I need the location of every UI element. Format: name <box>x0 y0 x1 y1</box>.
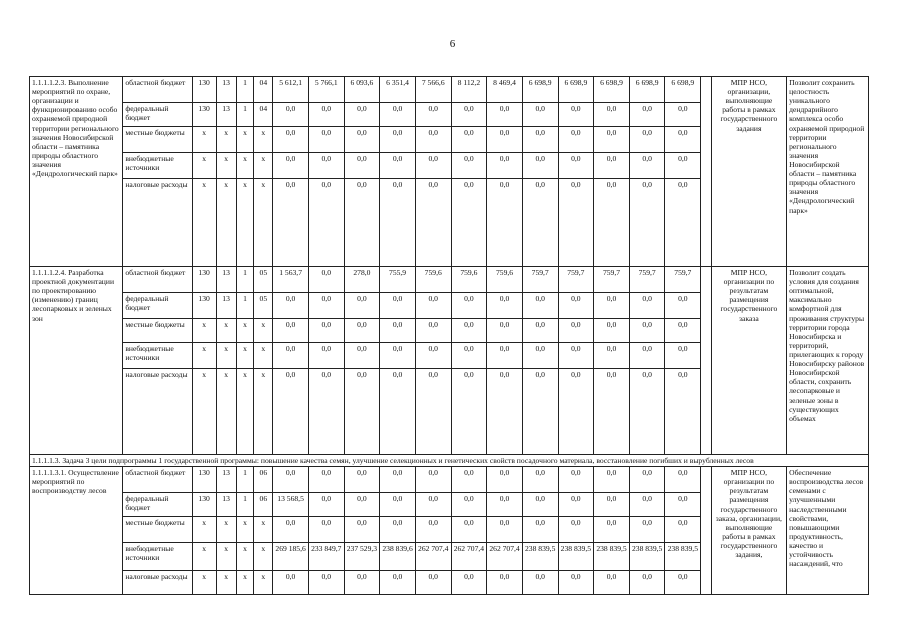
year-value: 0,0 <box>487 153 523 179</box>
year-value: 0,0 <box>308 103 344 127</box>
budget-code: x <box>192 369 216 455</box>
year-value: 0,0 <box>522 179 558 267</box>
year-value: 238 839,5 <box>522 543 558 571</box>
measure-description: 1.1.1.1.2.3. Выполнение мероприятий по охране, организации и функционированию особо охраняемой природной территории регионального значения Новосибирской области – памятника природы областного значения «Дендрологический парк» <box>30 77 123 267</box>
year-value: 0,0 <box>380 493 416 517</box>
year-value: 0,0 <box>665 467 701 493</box>
budget-code: x <box>192 319 216 343</box>
year-value: 0,0 <box>522 369 558 455</box>
budget-code: x <box>216 127 236 153</box>
year-value: 0,0 <box>344 517 380 543</box>
year-value: 0,0 <box>522 319 558 343</box>
budget-code: x <box>254 543 273 571</box>
year-value: 0,0 <box>273 467 309 493</box>
funding-source: внебюджетные источники <box>123 343 192 369</box>
year-value: 0,0 <box>665 517 701 543</box>
year-value: 0,0 <box>522 103 558 127</box>
year-value: 0,0 <box>594 369 630 455</box>
year-value: 0,0 <box>665 127 701 153</box>
year-value: 6 698,9 <box>558 77 594 103</box>
year-value: 0,0 <box>665 343 701 369</box>
year-value: 0,0 <box>522 127 558 153</box>
year-value: 0,0 <box>415 153 451 179</box>
budget-code: x <box>254 179 273 267</box>
year-value: 0,0 <box>487 467 523 493</box>
year-value: 0,0 <box>308 517 344 543</box>
year-value: 237 529,3 <box>344 543 380 571</box>
budget-code: 04 <box>254 103 273 127</box>
year-value: 759,6 <box>415 267 451 293</box>
year-value: 0,0 <box>629 127 665 153</box>
year-value: 0,0 <box>415 467 451 493</box>
year-value: 6 093,6 <box>344 77 380 103</box>
year-value: 0,0 <box>522 153 558 179</box>
budget-code: 05 <box>254 293 273 319</box>
year-value: 0,0 <box>415 179 451 267</box>
year-value: 0,0 <box>594 467 630 493</box>
year-value: 0,0 <box>344 369 380 455</box>
year-value: 0,0 <box>558 153 594 179</box>
funding-source: федеральный бюджет <box>123 493 192 517</box>
year-value: 0,0 <box>344 493 380 517</box>
funding-source: налоговые расходы <box>123 179 192 267</box>
budget-code: x <box>236 543 254 571</box>
year-value: 759,7 <box>594 267 630 293</box>
year-value: 0,0 <box>487 517 523 543</box>
funding-source: местные бюджеты <box>123 517 192 543</box>
budget-code: 1 <box>236 77 254 103</box>
year-value: 0,0 <box>451 571 487 595</box>
year-value: 0,0 <box>558 517 594 543</box>
budget-code: 13 <box>216 293 236 319</box>
year-value: 0,0 <box>415 369 451 455</box>
funding-source: федеральный бюджет <box>123 103 192 127</box>
budget-code: x <box>192 517 216 543</box>
year-value: 0,0 <box>380 179 416 267</box>
budget-code: 130 <box>192 103 216 127</box>
year-value: 238 839,6 <box>380 543 416 571</box>
year-value: 238 839,5 <box>629 543 665 571</box>
budget-code: x <box>216 153 236 179</box>
budget-code: x <box>236 571 254 595</box>
year-value: 0,0 <box>451 343 487 369</box>
expected-result: Позволит сохранить целостность уникального дендрарийного комплекса особо охраняемой природной территории регионального значения Новосибирской области – памятника природы областного значения «Дендрологический парк» <box>787 77 869 267</box>
year-value: 0,0 <box>415 571 451 595</box>
budget-code: x <box>236 369 254 455</box>
year-value: 0,0 <box>665 369 701 455</box>
year-value: 0,0 <box>594 343 630 369</box>
budget-code: 06 <box>254 493 273 517</box>
budget-code: x <box>192 343 216 369</box>
year-value: 0,0 <box>629 517 665 543</box>
year-value: 0,0 <box>558 369 594 455</box>
year-value: 0,0 <box>344 343 380 369</box>
year-value: 262 707,4 <box>451 543 487 571</box>
year-value: 0,0 <box>380 319 416 343</box>
budget-code: 1 <box>236 267 254 293</box>
year-value: 0,0 <box>629 153 665 179</box>
year-value: 0,0 <box>273 571 309 595</box>
year-value: 0,0 <box>344 571 380 595</box>
year-value: 0,0 <box>594 571 630 595</box>
year-value: 5 612,1 <box>273 77 309 103</box>
year-value: 0,0 <box>415 493 451 517</box>
funding-row <box>30 267 869 293</box>
funding-source: налоговые расходы <box>123 571 192 595</box>
year-value: 0,0 <box>558 103 594 127</box>
year-value: 0,0 <box>522 293 558 319</box>
year-value: 0,0 <box>665 571 701 595</box>
year-value: 0,0 <box>629 369 665 455</box>
year-value: 0,0 <box>558 293 594 319</box>
year-value: 0,0 <box>594 319 630 343</box>
year-value: 0,0 <box>522 467 558 493</box>
year-value: 0,0 <box>594 103 630 127</box>
budget-code: 13 <box>216 493 236 517</box>
budget-code: 130 <box>192 467 216 493</box>
budget-code: x <box>236 517 254 543</box>
program-table <box>29 76 869 595</box>
year-value: 0,0 <box>380 571 416 595</box>
budget-code: x <box>216 571 236 595</box>
year-value: 0,0 <box>415 319 451 343</box>
year-value: 0,0 <box>415 343 451 369</box>
year-value: 0,0 <box>451 293 487 319</box>
year-value: 0,0 <box>665 179 701 267</box>
year-value: 0,0 <box>273 517 309 543</box>
year-value: 238 839,5 <box>558 543 594 571</box>
expected-result: Позволит создать условия для создания оптимальной, максимально комфортной для проживания структуры территории города Новосибирска и территорий, прилегающих к городу Новосибирску районов Новосибирской области, сохранить лесопарковые и зеленые зоны в существующих объемах <box>787 267 869 455</box>
year-value: 0,0 <box>308 153 344 179</box>
year-value: 238 839,5 <box>665 543 701 571</box>
budget-code: x <box>236 153 254 179</box>
year-value: 0,0 <box>665 293 701 319</box>
year-value: 0,0 <box>487 369 523 455</box>
year-value: 0,0 <box>308 179 344 267</box>
year-value: 0,0 <box>415 103 451 127</box>
year-value: 0,0 <box>594 293 630 319</box>
year-value: 0,0 <box>594 127 630 153</box>
year-value: 0,0 <box>487 103 523 127</box>
budget-code: x <box>254 319 273 343</box>
year-value: 0,0 <box>594 517 630 543</box>
budget-code: x <box>254 127 273 153</box>
funding-source: местные бюджеты <box>123 127 192 153</box>
year-value: 0,0 <box>380 467 416 493</box>
year-value: 0,0 <box>344 319 380 343</box>
year-value: 0,0 <box>451 319 487 343</box>
year-value: 0,0 <box>629 467 665 493</box>
budget-code: x <box>192 127 216 153</box>
funding-row <box>30 77 869 103</box>
year-value: 0,0 <box>344 127 380 153</box>
budget-code: x <box>216 343 236 369</box>
year-value: 0,0 <box>487 493 523 517</box>
year-value: 759,6 <box>451 267 487 293</box>
measure-description: 1.1.1.1.3.1. Осуществление мероприятий по воспроизводству лесов <box>30 467 123 595</box>
budget-code: x <box>192 179 216 267</box>
year-value: 0,0 <box>558 467 594 493</box>
year-value: 755,9 <box>380 267 416 293</box>
year-value: 0,0 <box>308 493 344 517</box>
year-value: 0,0 <box>522 493 558 517</box>
year-value: 0,0 <box>665 319 701 343</box>
executor: МПР НСО, организации, выполняющие работы в рамках государственного задания <box>711 77 787 267</box>
year-value: 0,0 <box>308 369 344 455</box>
task-row <box>30 455 869 467</box>
year-value: 0,0 <box>451 127 487 153</box>
budget-code: 130 <box>192 293 216 319</box>
year-value: 0,0 <box>665 153 701 179</box>
budget-code: 05 <box>254 267 273 293</box>
year-value: 6 351,4 <box>380 77 416 103</box>
year-value: 0,0 <box>558 179 594 267</box>
year-value: 0,0 <box>380 369 416 455</box>
year-value: 0,0 <box>665 103 701 127</box>
budget-code: 1 <box>236 293 254 319</box>
budget-code: x <box>192 543 216 571</box>
budget-code: x <box>236 127 254 153</box>
year-value: 0,0 <box>629 571 665 595</box>
year-value: 233 849,7 <box>308 543 344 571</box>
budget-code: 13 <box>216 467 236 493</box>
year-value: 13 568,5 <box>273 493 309 517</box>
year-value: 238 839,5 <box>594 543 630 571</box>
executor: МПР НСО, организации по результатам размещения государственного заказа <box>711 267 787 455</box>
year-value: 0,0 <box>522 517 558 543</box>
year-value: 0,0 <box>344 293 380 319</box>
year-value: 269 185,6 <box>273 543 309 571</box>
budget-code: 1 <box>236 493 254 517</box>
budget-code: 130 <box>192 493 216 517</box>
year-value: 0,0 <box>487 319 523 343</box>
year-value: 0,0 <box>273 319 309 343</box>
expected-result: Обеспечение воспроизводства лесов семенами с улучшенными наследственными свойствами, повышающими продуктивность, качество и устойчивость насаждений, что <box>787 467 869 595</box>
year-value: 0,0 <box>273 293 309 319</box>
executor: МПР НСО, организации по результатам размещения государственного заказа, организации, выполняющие работы в рамках государственного задания, <box>711 467 787 595</box>
budget-code: 13 <box>216 103 236 127</box>
year-value: 0,0 <box>308 343 344 369</box>
year-value: 5 766,1 <box>308 77 344 103</box>
budget-code: x <box>254 517 273 543</box>
year-value: 0,0 <box>380 517 416 543</box>
budget-code: x <box>216 179 236 267</box>
budget-code: 13 <box>216 267 236 293</box>
funding-source: областной бюджет <box>123 77 192 103</box>
task-text: 1.1.1.1.3. Задача 3 цели подпрограммы 1 государственной программы: повышение качества семян, улучшение селекционных и генетических свойств посадочного материала, восстановление погибших и вырубленных лесов <box>30 455 869 467</box>
budget-code: x <box>254 343 273 369</box>
year-value: 0,0 <box>451 369 487 455</box>
year-value: 278,0 <box>344 267 380 293</box>
year-value: 0,0 <box>558 319 594 343</box>
year-value: 0,0 <box>308 267 344 293</box>
spacer-cell <box>701 267 711 455</box>
year-value: 6 698,9 <box>629 77 665 103</box>
spacer-cell <box>701 467 711 595</box>
year-value: 0,0 <box>487 293 523 319</box>
year-value: 0,0 <box>308 571 344 595</box>
budget-code: 1 <box>236 103 254 127</box>
year-value: 0,0 <box>273 153 309 179</box>
year-value: 0,0 <box>558 343 594 369</box>
budget-code: x <box>236 179 254 267</box>
year-value: 759,7 <box>522 267 558 293</box>
year-value: 759,7 <box>629 267 665 293</box>
budget-code: 1 <box>236 467 254 493</box>
year-value: 0,0 <box>273 369 309 455</box>
year-value: 0,0 <box>344 153 380 179</box>
budget-code: x <box>254 369 273 455</box>
year-value: 0,0 <box>451 103 487 127</box>
year-value: 0,0 <box>451 153 487 179</box>
year-value: 0,0 <box>487 571 523 595</box>
year-value: 0,0 <box>308 467 344 493</box>
year-value: 0,0 <box>451 179 487 267</box>
budget-code: x <box>216 543 236 571</box>
year-value: 6 698,9 <box>594 77 630 103</box>
year-value: 262 707,4 <box>415 543 451 571</box>
year-value: 0,0 <box>380 103 416 127</box>
year-value: 0,0 <box>273 343 309 369</box>
budget-code: 130 <box>192 77 216 103</box>
budget-code: 13 <box>216 77 236 103</box>
year-value: 0,0 <box>629 179 665 267</box>
year-value: 8 469,4 <box>487 77 523 103</box>
year-value: 0,0 <box>665 493 701 517</box>
year-value: 0,0 <box>487 179 523 267</box>
budget-code: x <box>192 571 216 595</box>
year-value: 0,0 <box>558 127 594 153</box>
year-value: 0,0 <box>487 343 523 369</box>
year-value: 759,7 <box>665 267 701 293</box>
budget-code: x <box>216 517 236 543</box>
year-value: 0,0 <box>522 571 558 595</box>
year-value: 0,0 <box>273 127 309 153</box>
budget-code: 06 <box>254 467 273 493</box>
year-value: 8 112,2 <box>451 77 487 103</box>
year-value: 0,0 <box>344 467 380 493</box>
budget-code: x <box>254 153 273 179</box>
funding-source: внебюджетные источники <box>123 543 192 571</box>
year-value: 0,0 <box>415 293 451 319</box>
page-number: 6 <box>449 38 456 50</box>
budget-code: x <box>216 319 236 343</box>
budget-code: x <box>192 153 216 179</box>
year-value: 0,0 <box>415 127 451 153</box>
year-value: 0,0 <box>594 179 630 267</box>
year-value: 0,0 <box>415 517 451 543</box>
year-value: 1 563,7 <box>273 267 309 293</box>
year-value: 0,0 <box>594 493 630 517</box>
year-value: 0,0 <box>629 319 665 343</box>
year-value: 6 698,9 <box>522 77 558 103</box>
spacer-cell <box>701 77 711 267</box>
budget-code: x <box>254 571 273 595</box>
year-value: 0,0 <box>629 343 665 369</box>
year-value: 0,0 <box>487 127 523 153</box>
funding-source: областной бюджет <box>123 467 192 493</box>
year-value: 0,0 <box>273 179 309 267</box>
year-value: 0,0 <box>594 153 630 179</box>
year-value: 0,0 <box>380 293 416 319</box>
year-value: 0,0 <box>344 179 380 267</box>
year-value: 0,0 <box>344 103 380 127</box>
year-value: 7 566,6 <box>415 77 451 103</box>
year-value: 0,0 <box>308 319 344 343</box>
year-value: 0,0 <box>451 493 487 517</box>
funding-source: областной бюджет <box>123 267 192 293</box>
year-value: 6 698,9 <box>665 77 701 103</box>
year-value: 0,0 <box>451 467 487 493</box>
year-value: 0,0 <box>380 153 416 179</box>
budget-code: x <box>236 319 254 343</box>
year-value: 0,0 <box>629 103 665 127</box>
year-value: 0,0 <box>308 293 344 319</box>
budget-code: x <box>216 369 236 455</box>
year-value: 0,0 <box>522 343 558 369</box>
year-value: 0,0 <box>629 293 665 319</box>
year-value: 0,0 <box>380 343 416 369</box>
measure-description: 1.1.1.1.2.4. Разработка проектной документации по проектированию (изменению) границ лесопарковых и зеленых зон <box>30 267 123 455</box>
budget-code: 130 <box>192 267 216 293</box>
year-value: 0,0 <box>558 571 594 595</box>
year-value: 0,0 <box>558 493 594 517</box>
funding-source: внебюджетные источники <box>123 153 192 179</box>
funding-row <box>30 467 869 493</box>
year-value: 0,0 <box>451 517 487 543</box>
year-value: 262 707,4 <box>487 543 523 571</box>
funding-source: местные бюджеты <box>123 319 192 343</box>
year-value: 0,0 <box>308 127 344 153</box>
budget-code: x <box>236 343 254 369</box>
year-value: 759,6 <box>487 267 523 293</box>
funding-source: налоговые расходы <box>123 369 192 455</box>
funding-source: федеральный бюджет <box>123 293 192 319</box>
year-value: 0,0 <box>380 127 416 153</box>
budget-code: 04 <box>254 77 273 103</box>
year-value: 0,0 <box>629 493 665 517</box>
year-value: 0,0 <box>273 103 309 127</box>
year-value: 759,7 <box>558 267 594 293</box>
